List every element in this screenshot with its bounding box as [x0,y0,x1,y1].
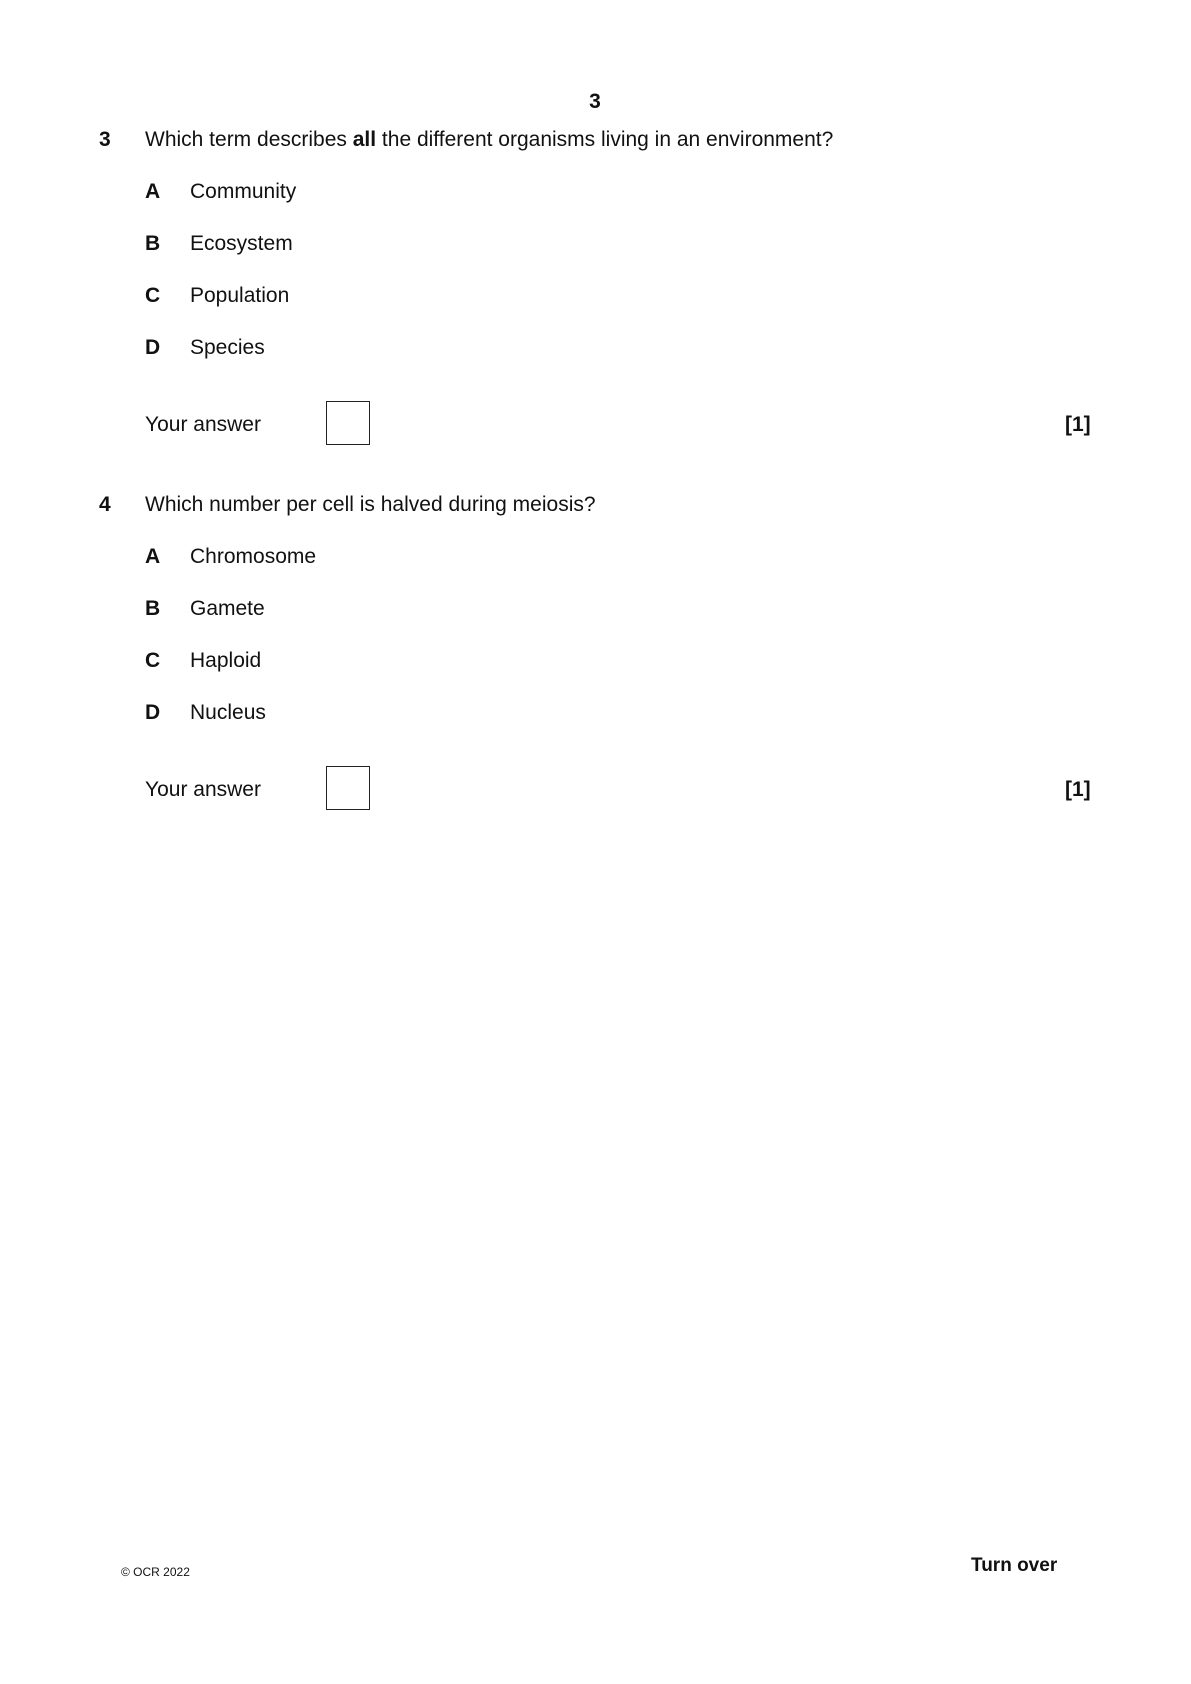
marks: [1] [1065,413,1091,436]
option-letter: A [145,545,161,568]
option-text: Chromosome [190,545,317,568]
marks: [1] [1065,778,1091,801]
option-letter: D [145,701,161,724]
answer-label: Your answer [145,413,261,436]
option-letter: C [145,284,161,307]
option-text: Population [190,284,290,307]
option-text: Community [190,180,297,203]
page-number: 3 [589,90,601,113]
answer-box[interactable] [326,766,370,810]
answer-box[interactable] [326,401,370,445]
answer-label: Your answer [145,778,261,801]
option-d [145,701,266,725]
question-number: 3 [99,128,111,151]
option-text: Species [190,336,265,359]
question-text: Which term describes all the different organisms living in an environment? [145,128,834,151]
option-a [145,545,316,569]
option-b [145,232,293,256]
question-number: 4 [99,493,111,516]
copyright-notice: © OCR 2022 [121,1565,190,1579]
question-text-emphasis: all [352,128,377,151]
option-d [145,336,265,360]
question-text: Which number per cell is halved during meiosis? [145,493,596,516]
option-letter: B [145,232,161,255]
option-b [145,597,265,621]
option-c [145,284,289,308]
option-letter: A [145,180,161,203]
option-c [145,649,261,673]
option-a [145,180,296,204]
option-text: Gamete [190,597,265,620]
option-text: Haploid [190,649,262,672]
option-letter: C [145,649,161,672]
option-letter: D [145,336,161,359]
option-letter: B [145,597,161,620]
option-text: Nucleus [190,701,266,724]
turn-over-label: Turn over [971,1555,1058,1576]
option-text: Ecosystem [190,232,293,255]
